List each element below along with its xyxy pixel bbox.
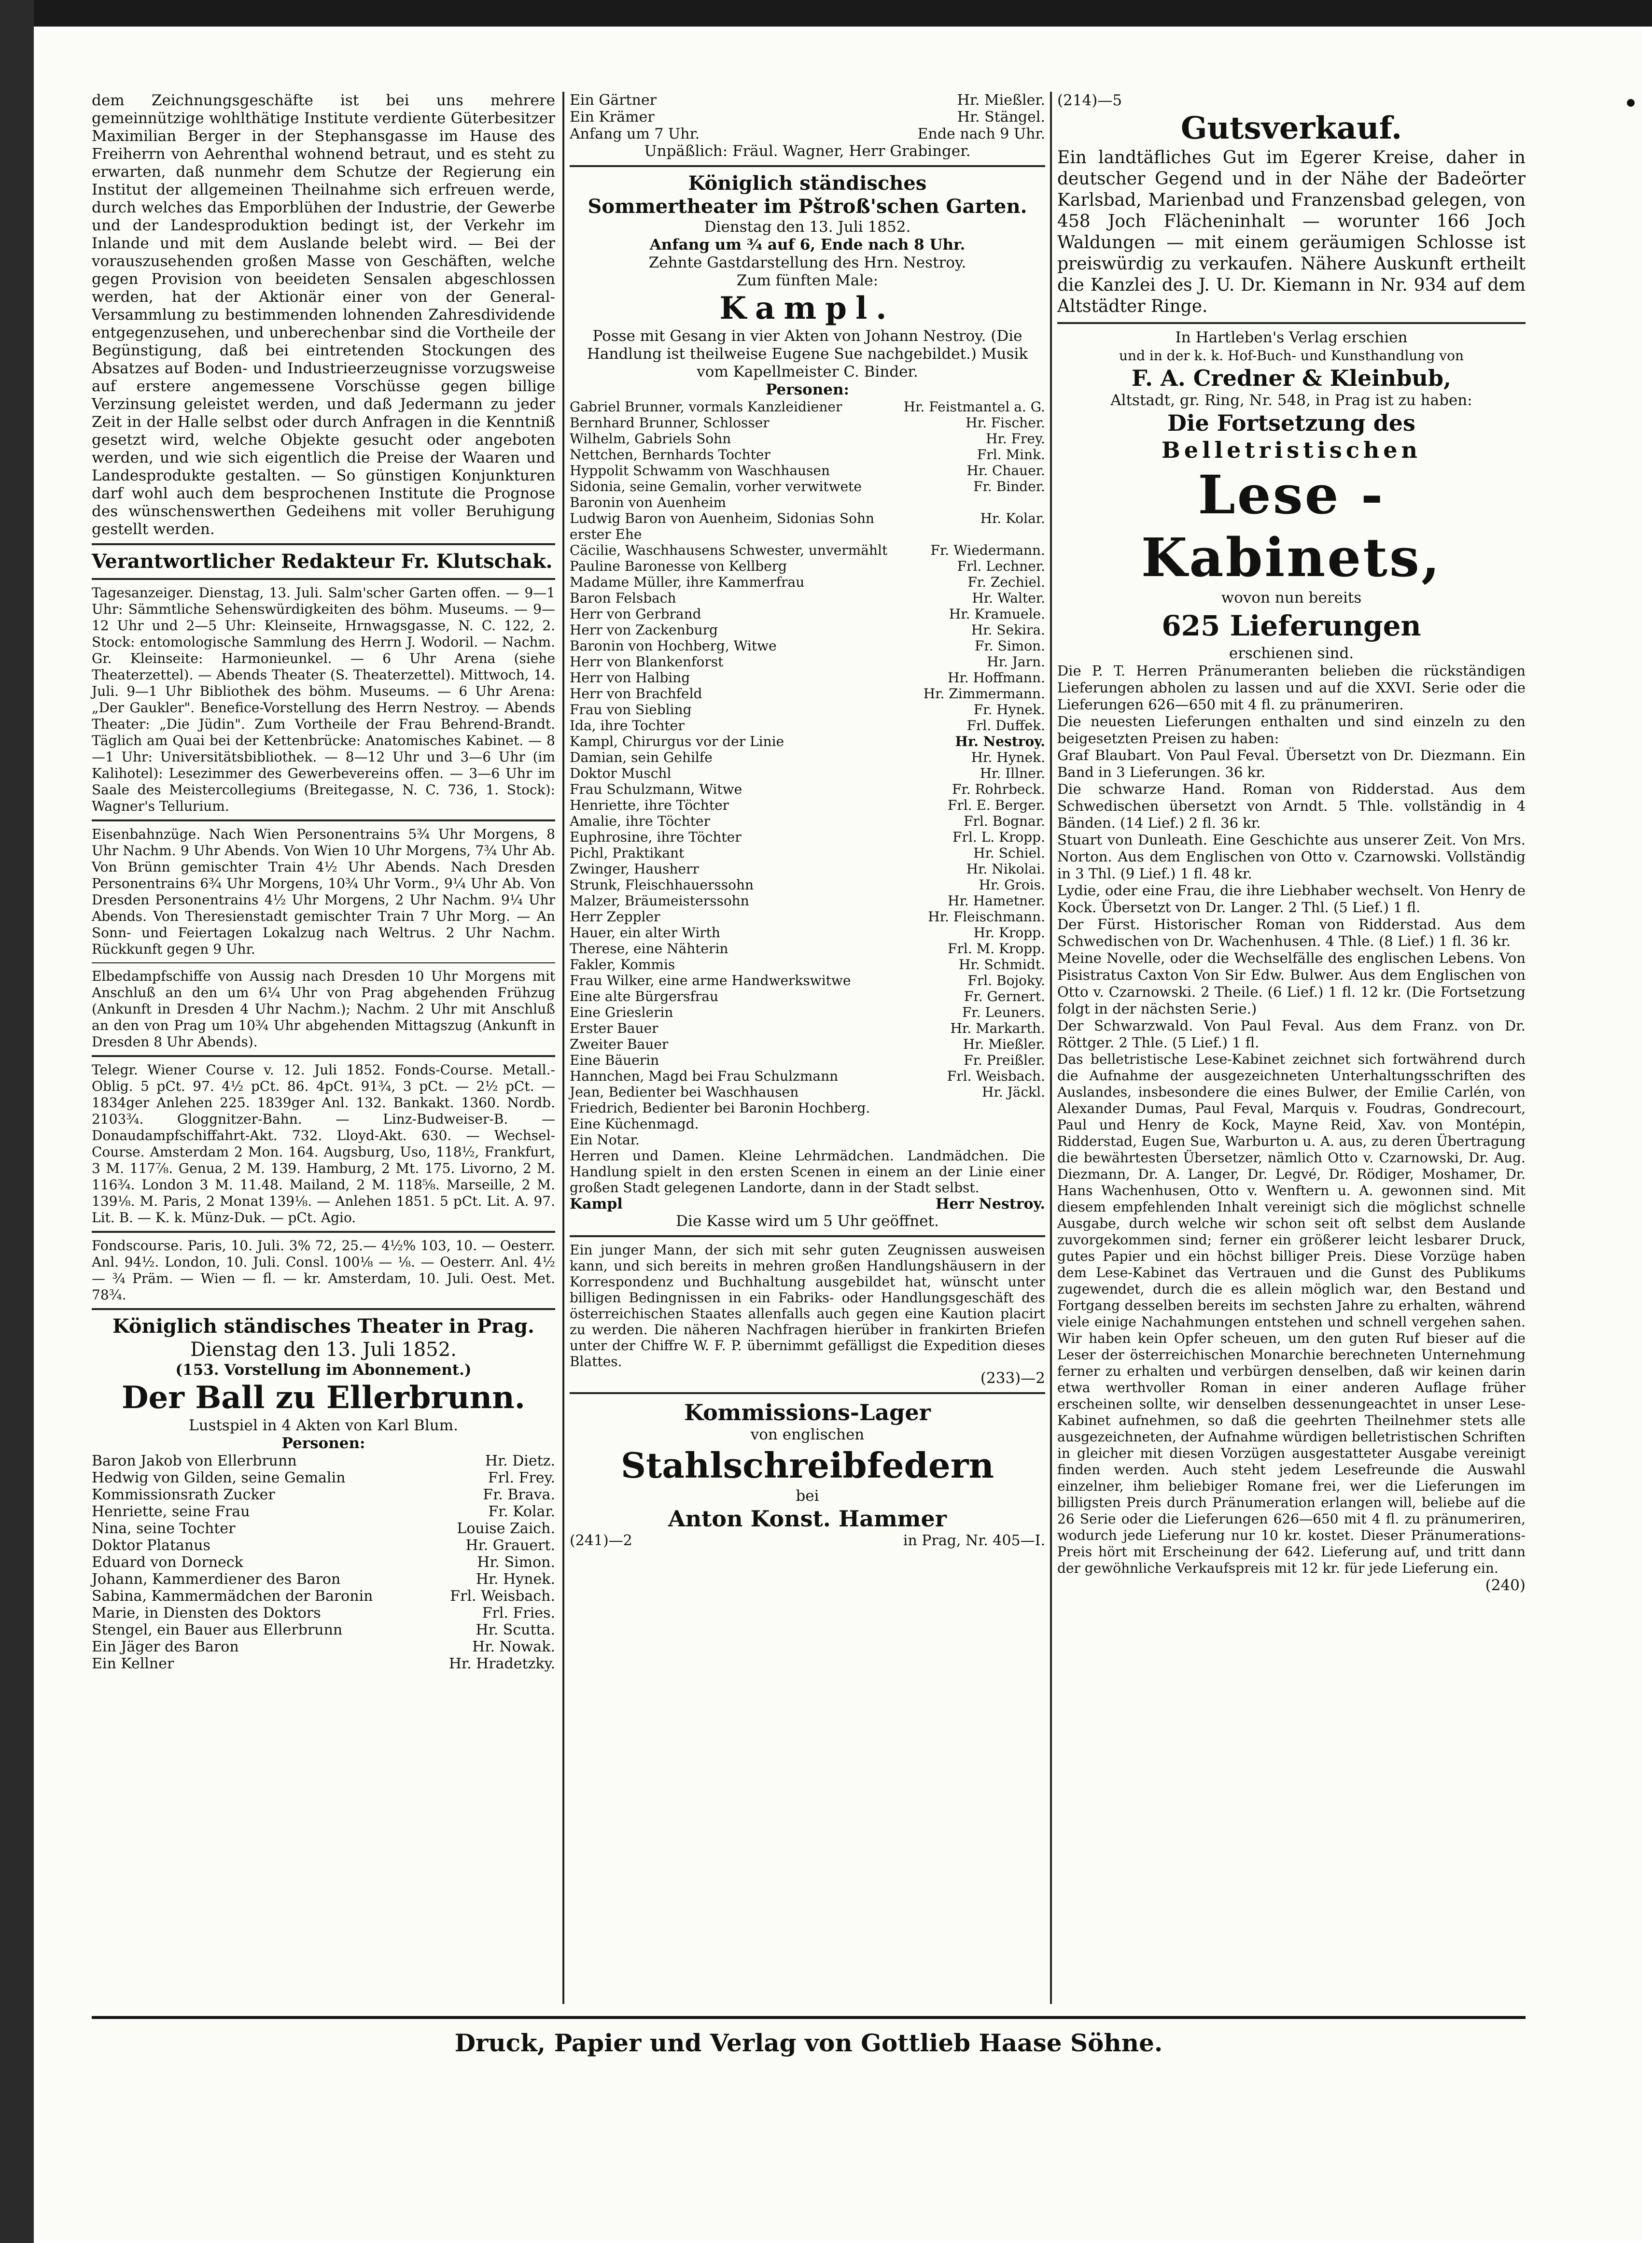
sommer-date: Dienstag den 13. Juli 1852.: [704, 218, 911, 236]
cast-row: Wilhelm, Gabriels Sohn Hr. Frey.: [570, 431, 1045, 447]
wiener-course: Telegr. Wiener Course v. 12. Juli 1852. Fonds-Course. Metall.-Oblig. 5 pCt. 97. 4½ pCt. 86. 4pCt. 91¾, 3 pCt. — 2½ pCt. — 1834ger Anlehen 225. 1839ger Anl. 132. Bankakt. 1360. Nordb. 2103¾. Gloggnitzer-Bahn. — Linz-Budweiser-B. — Donaudampfschiffahrt-Akt. 732. Lloyd-Akt. 630. — Wechsel-Course. Amsterdam 2 Mon. 164. Augsburg, Uso, 118½, Frankfurt, 3 M. 117⅞. Genua, 2 M. 139. Hamburg, 2 Mt. 175. Livorno, 2 M. 116¾. London 3 M. 11.48. Mailand, 2 M. 118⅝. Marseille, 2 M. 139⅛. M. Paris, 2 Monat 139⅛. — Anlehen 1851. 5 pCt. Lit. A. 97. Lit. B. — K. k. Münz-Duk. — pCt. Agio.: [92, 1062, 555, 1226]
ink-dot-icon: [1627, 99, 1635, 107]
cast-row: Kommissionsrath Zucker Fr. Brava.: [92, 1486, 555, 1503]
cast-row: Nina, seine Tochter Louise Zaich.: [92, 1520, 555, 1537]
scan-top-border: [0, 0, 1652, 27]
cast-row: Ein Gärtner Hr. Mießler.: [570, 92, 1045, 109]
lese-kabinet: Lese - Kabinets,: [1141, 464, 1442, 589]
cast-row: Friedrich, Bedienter bei Baronin Hochberg.: [570, 1100, 870, 1116]
book-item: Meine Novelle, oder die Wechselfälle des englischen Lebens. Von Pisistratus Caxton Von Sir Edw. Bulwer. Aus dem Englischen von Otto v. Czarnowski. 2 Theile. (6 Lief.) 1 fl. 12 kr. (Die Fortsetzung folgt in der nächsten Serie.): [1057, 950, 1526, 1017]
cast-row: Bernhard Brunner, Schlosser Hr. Fischer.: [570, 415, 1045, 431]
scan-left-border: [0, 0, 34, 2243]
cast-row: Eduard von Dorneck Hr. Simon.: [92, 1554, 555, 1571]
cast-row: Anfang um 7 Uhr. Ende nach 9 Uhr.: [570, 126, 1045, 142]
verlag-line1: In Hartleben's Verlag erschien: [1175, 329, 1408, 346]
cast-row: Frau Wilker, eine arme Handwerkswitwe Frl. Bojoky.: [570, 973, 1045, 988]
sommer-extras: Herren und Damen. Kleine Lehrmädchen. Landmädchen. Die Handlung spielt in den ersten Scenen in einem an der Linie einer großen Stadt gelegenen Landorte, dann in der Stadt selbst.: [570, 1148, 1045, 1196]
intro-article: dem Zeichnungsgeschäfte ist bei uns mehrere gemeinnützige wohlthätige Institute verdiente Güterbesitzer Maximilian Berger in der Stephansgasse im Hause des Freiherrn von Aehrenthal wohnend betraut, und es steht zu erwarten, daß nunmehr dem Schutze der Regierung ein Institut der allgemeinen Theilnahme sich erfreuen werde, durch welches das Emporblühen der Industrie, der Gewerbe und der Landesproduktion bedingt ist, der Verkehr im Inlande und mit dem Auslande belebt wird. — Bei der vorauszusehenden großen Masse von Geschäften, welche gegen Provision von beeideten Sensalen abgeschlossen werden, hat der Aktionär einer von der General-Versammlung zu bestimmenden lohnenden Zahresdividende entgegenzusehen, und unberechenbar sind die Vortheile der Begünstigung, daß bei eintretenden Stockungen des Absatzes auf Boden- und Industrieerzeugnisse vorzugsweise auf erstere angemessene Vorschüsse gegen billige Verzinsung geleistet werden, und daß Jedermann zu jeder Zeit in der Halle selbst oder durch Anfragen in die Kenntniß gesetzt wird, welche Objekte gesucht oder angeboten werden, und wie sich eigentlich die Preise der Waaren und Landesprodukte gestalten. — So günstigen Konjunkturen darf wohl auch dem besprochenen Institute die Prognose des wünschenswerthen Gedeihens mit voller Beruhigung gestellt werden.: [92, 92, 555, 538]
editor-line: Verantwortlicher Redakteur Fr. Klutschak.: [92, 550, 553, 573]
guts-text: Ein landtäfliches Gut im Egerer Kreise, daher in deutscher Gegend und in der Nähe der Badeörter Karlsbad, Marienbad und Franzensbad gelegen, von 458 Joch Flächeninhalt — worunter 166 Joch Waldungen — mit einem geräumigen Schlosse ist preiswürdig zu verkaufen. Nähere Auskunft ertheilt die Kanzlei des J. U. Dr. Kiemann in Nr. 934 auf dem Altstädter Ringe.: [1057, 148, 1526, 316]
cast-row: Euphrosine, ihre Töchter Frl. L. Kropp.: [570, 829, 1045, 845]
sommer-mal: Zum fünften Male:: [736, 272, 879, 289]
cast-row: Ein Krämer Hr. Stängel.: [570, 109, 1045, 126]
lieferungen-count: 625 Lieferungen: [1162, 609, 1421, 642]
sommer-cast-table: [570, 399, 1045, 1148]
cast-row: Madame Müller, ihre Kammerfrau Fr. Zechiel.: [570, 574, 1045, 590]
book-item: Der Fürst. Historischer Roman von Ridderstad. Aus dem Schwedischen von Dr. Wachenhusen. 4 Thle. (8 Lief.) 1 fl. 36 kr.: [1057, 916, 1526, 949]
wovon: wovon nun bereits: [1221, 589, 1362, 607]
cast-row: Damian, sein Gehilfe Hr. Hynek.: [570, 749, 1045, 765]
cast-row: Pauline Baronesse von Kellberg Frl. Lechner.: [570, 558, 1045, 574]
fondscourse: Fondscourse. Paris, 10. Juli. 3% 72, 25.— 4½% 103, 10. — Oesterr. Anl. 94½. London, 10. Juli. Consl. 100⅛ — ⅛. — Oesterr. Anl. 4½ — ¾ Präm. — Wien — fl. — kr. Amsterdam, 10. Juli. Oest. Met. 78¾.: [92, 1238, 555, 1303]
guts-title: Gutsverkauf.: [1180, 110, 1402, 146]
column-right: [1057, 92, 1526, 1594]
cast-row: Jean, Bedienter bei Waschhausen Hr. Jäckl.: [570, 1084, 1045, 1100]
cast-row: Malzer, Bräumeisterssohn Hr. Hametner.: [570, 893, 1045, 909]
cast-row: Eine Bäuerin Fr. Preißler.: [570, 1052, 1045, 1068]
firm-address: Altstadt, gr. Ring, Nr. 548, in Prag ist zu haben:: [1110, 392, 1472, 409]
cast-row: Marie, in Diensten des Doktors Frl. Fries.: [92, 1605, 555, 1622]
cast-row: Baron Felsbach Hr. Walter.: [570, 590, 1045, 606]
theater-subtitle: Lustspiel in 4 Akten von Karl Blum.: [189, 1417, 458, 1434]
imprint-footer: Druck, Papier und Verlag von Gottlieb Haase Söhne.: [92, 2016, 1526, 2057]
cast-row: Ein Jäger des Baron Hr. Nowak.: [92, 1638, 555, 1655]
unpaesslich: Unpäßlich: Fräul. Wagner, Herr Grabinger.: [644, 142, 971, 160]
cast-row: Ludwig Baron von Auenheim, Sidonias Sohn erster Ehe Hr. Kolar.: [570, 510, 1045, 542]
cast-row: Erster Bauer Hr. Markarth.: [570, 1020, 1045, 1036]
cast-row: Sidonia, seine Gemalin, vorher verwitwete Baronin von Auenheim Fr. Binder.: [570, 479, 1045, 510]
book-item: Lydie, oder eine Frau, die ihre Liebhaber wechselt. Von Henry de Kock. Übersetzt von Dr. Langer. 2 Thl. (5 Lief.) 1 fl.: [1057, 882, 1526, 916]
theater-cast-table: [92, 1453, 555, 1672]
cast-row: Amalie, ihre Töchter Frl. Bognar.: [570, 813, 1045, 829]
kabinet-description: Das belletristische Lese-Kabinet zeichnet sich fortwährend durch die Aufnahme der ausgezeichneten Unterhaltungsschriften des Auslandes, insbesondere die eines Bulwer, der Emilie Carlén, von Alexander Dumas, Paul Feval, Marquis v. Foudras, Gondrecourt, Paul und Henry de Kock, Mayne Reid, Xav. von Montépin, Ridderstad, Eugen Sue, Warburton u. A. aus, zu deren Übertragung die bewährtesten Übersetzer, nämlich Otto v. Czarnowski, Dr. Aug. Diezmann, Dr. A. Langer, Dr. Legvé, Dr. Rödiger, Moshamer, Dr. Hans Wachenhusen, Otto v. Wenftern u. A. gewonnen sind. Mit diesem empfehlenden Inhalt vereinigt sich die möglichst schnelle Ausgabe, durch welche wir schon seit oft selbst dem Auslande zuvorgekommen sind; ferner ein größerer leicht lesbarer Druck, gutes Papier und ein höchst billiger Preis. Diese Vorzüge haben dem Lese-Kabinet das Vertrauen und die Gunst des Publikums zugewendet, durch die es allein möglich war, den Bestand und Fortgang desselben bereits im sechsten Jahre zu erhalten, während viele einige Nachahmungen entstehen und schnell vergehen sahen. Wir haben kein Opfer scheuen, um den guten Ruf bieser auf die Leser der österreichischen Monarchie berechneten Unternehmung ferner zu erhalten und verbürgen denselben, daß wir keinen darin etwa werthvoller Roman in einer anderen Auflage früher erscheinen sollte, wir denselben dessenungeachtet in unser Lese-Kabinet aufnehmen, so daß die geehrten Theilnehmer stets alle ausgezeichneten, der Aufnahme würdigen belletristischen Schriften in gleicher mit diesen Vorzügen ausgestatteter Ausgabe vereinigt finden werden. Auch steht jedem Lesefreunde die Auswahl einzelner, ihm beliebiger Romane frei, wer die Lieferungen im billigsten Preis durch Pränumeration erlangen will, beliebe auf die 26 Serie oder die Lieferungen 626—650 mit 4 fl. zu pränumeriren, wodurch jede Lieferung nur 10 kr. kostet. Dieser Pränumerations-Preis hört mit Erscheinung der 642. Lieferung auf, und tritt dann der gewöhnliche Verkaufspreis mit 12 kr. für jede Lieferung ein.: [1057, 1051, 1526, 1576]
kommission-footer: (241)—2 in Prag, Nr. 405—I.: [570, 1532, 1045, 1549]
cast-row: Doktor Platanus Hr. Grauert.: [92, 1537, 555, 1554]
belletristischen: Belletristischen: [1161, 437, 1421, 463]
cast-row: Pichl, Praktikant Hr. Schiel.: [570, 845, 1045, 861]
cast-row: Herr von Brachfeld Hr. Zimmermann.: [570, 686, 1045, 702]
job-ad: Ein junger Mann, der sich mit sehr guten Zeugnissen ausweisen kann, und sich bereits in mehren großen Handlungshäusern in der Korrespondenz und Buchhaltung ausgebildet hat, wünscht unter billigen Bedingnissen in ein Fabriks- oder Handlungsgeschäft des österreichischen Staates allenfalls auch gegen eine Kaution placirt zu werden. Die näheren Nachfragen hierüber in frankirten Briefen unter der Chiffre W. F. P. übernimmt gefälligst die Expedition dieses Blattes.: [570, 1242, 1045, 1369]
book-item: Die schwarze Hand. Roman von Ridderstad. Aus dem Schwedischen übersetzt von Arndt. 5 Thle. vollständig in 4 Bänden. (14 Lief.) 2 fl. 36 kr.: [1057, 781, 1526, 831]
cast-row: Nettchen, Bernhards Tochter Frl. Mink.: [570, 447, 1045, 463]
cast-row: Cäcilie, Waschhausens Schwester, unvermählt Fr. Wiedermann.: [570, 542, 1045, 558]
cast-row: Ein Notar.: [570, 1132, 640, 1148]
column-rule-1: [562, 92, 564, 2004]
tagesanzeiger: Tagesanzeiger. Dienstag, 13. Juli. Salm'scher Garten offen. — 9—1 Uhr: Sämmtliche Sehenswürdigkeiten des böhm. Museums. — 9—12 Uhr und 2—5 Uhr: Kleinseite, Hrnwagsgasse, N. C. 122, 2. Stock: entomologische Sammlung des Herrn J. Wodoril. — Nachm. Gr. Kleinseite: Harmonieunkel. — 6 Uhr Arena (siehe Theaterzettel). — Abends Theater (S. Theaterzettel). Mittwoch, 14. Juli. 9—1 Uhr Bibliothek des böhm. Museums. — 6 Uhr Arena: „Der Gaukler". Benefice-Vorstellung des Herrn Nestroy. — Abends Theater: „Die Jüdin". Zum Vortheile der Frau Behrend-Brandt. Täglich am Quai bei der Kettenbrücke: Anatomisches Kabinet. — 8—1 Uhr: Universitätsbibliothek. — 8—12 Uhr und 3—6 Uhr (im Kalihotel): Lesezimmer des Gewerbevereins offen. — 3—6 Uhr im Saale des Meistercollegiums (Breitegasse, N. C. 736, 1. Stock): Wagner's Tellurium.: [92, 585, 555, 814]
top-cast-table: [570, 92, 1045, 142]
sommer-title2: Sommertheater im Pštroß'schen Garten.: [588, 195, 1027, 218]
sommer-title1: Königlich ständisches: [688, 172, 927, 195]
neueste-text: Die neuesten Lieferungen enthalten und sind einzeln zu den beigesetzten Preisen zu haben:: [1057, 713, 1526, 747]
cast-row: Stengel, ein Bauer aus Ellerbrunn Hr. Scutta.: [92, 1622, 555, 1638]
kommission-sub: von englischen: [750, 1426, 865, 1443]
cast-row: Strunk, Fleischhauerssohn Hr. Grois.: [570, 877, 1045, 893]
column-left: [92, 92, 555, 1672]
cast-row: Zweiter Bauer Hr. Mießler.: [570, 1036, 1045, 1052]
guts-number: (214)—5: [1057, 92, 1122, 109]
cast-row: Henriette, seine Frau Fr. Kolar.: [92, 1503, 555, 1520]
cast-row: Ein Kellner Hr. Hradetzky.: [92, 1655, 555, 1672]
theater-title: Königlich ständisches Theater in Prag.: [112, 1315, 534, 1338]
kabinet-number: (240): [1485, 1577, 1526, 1594]
cast-row: Hannchen, Magd bei Frau Schulzmann Frl. Weisbach.: [570, 1068, 1045, 1084]
sommer-gast: Zehnte Gastdarstellung des Hrn. Nestroy.: [648, 254, 966, 271]
cast-row: Herr von Blankenforst Hr. Jarn.: [570, 654, 1045, 670]
book-item: Stuart von Dunleath. Eine Geschichte aus unserer Zeit. Von Mrs. Norton. Aus dem Englischen von Otto v. Czarnowski. Vollständig in 3 Thl. (9 Lief.) 1 fl. 48 kr.: [1057, 832, 1526, 882]
column-middle: [570, 92, 1045, 1549]
cast-row: Frau Schulzmann, Witwe Fr. Rohrbeck.: [570, 781, 1045, 797]
cast-row: Eine alte Bürgersfrau Fr. Gernert.: [570, 988, 1045, 1004]
sommer-kasse: Die Kasse wird um 5 Uhr geöffnet.: [676, 1213, 939, 1230]
cast-row: Frau von Siebling Fr. Hynek.: [570, 702, 1045, 718]
cast-row: Johann, Kammerdiener des Baron Hr. Hynek.: [92, 1571, 555, 1588]
cast-row: Eine Küchenmagd.: [570, 1116, 699, 1132]
cast-row: Herr Zeppler Hr. Fleischmann.: [570, 909, 1045, 925]
elbedampfschiffe: Elbedampfschiffe von Aussig nach Dresden 10 Uhr Morgens mit Anschluß an den um 6¼ Uhr von Prag abgehenden Frühzug (Ankunft in Dresden 4 Uhr Nachm.); Nachm. 2 Uhr mit Anschluß an den von Prag um 10¾ Uhr abgehenden Mittagszug (Ankunft in Dresden 8 Uhr Abends).: [92, 968, 555, 1050]
cast-row: Hauer, ein alter Wirth Hr. Kropp.: [570, 925, 1045, 941]
praenumeration-text: Die P. T. Herren Pränumeranten belieben die rückständigen Lieferungen abholen zu lassen und auf die XXVI. Serie oder die Lieferungen 626—650 mit 4 fl. zu pränumeriren.: [1057, 663, 1526, 713]
fortsetzung: Die Fortsetzung des: [1167, 410, 1415, 436]
cast-row: Herr von Zackenburg Hr. Sekira.: [570, 622, 1045, 638]
theater-vorstellung: (153. Vorstellung im Abonnement.): [175, 1361, 472, 1379]
kommission-main: Stahlschreibfedern: [621, 1445, 994, 1486]
cast-row: Baron Jakob von Ellerbrunn Hr. Dietz.: [92, 1453, 555, 1469]
cast-row: Hedwig von Gilden, seine Gemalin Frl. Frey.: [92, 1469, 555, 1486]
sommer-anfang: Anfang um ¾ auf 6, Ende nach 8 Uhr.: [649, 236, 966, 254]
book-item: Der Schwarzwald. Von Paul Feval. Aus dem Franz. von Dr. Röttger. 2 Thle. (5 Lief.) 1 fl.: [1057, 1017, 1526, 1051]
cast-row: Doktor Muschl Hr. Illner.: [570, 765, 1045, 781]
firm-name: F. A. Credner & Kleinbub,: [1132, 365, 1451, 391]
kampl-line: Kampl Herr Nestroy.: [570, 1196, 1045, 1213]
column-rule-2: [1050, 92, 1052, 2004]
theater-date: Dienstag den 13. Juli 1852.: [190, 1339, 457, 1361]
cast-row: Eine Grieslerin Fr. Leuners.: [570, 1004, 1045, 1020]
theater-play: Der Ball zu Ellerbrunn.: [121, 1380, 526, 1416]
eisenbahnzuege: Eisenbahnzüge. Nach Wien Personentrains 5¾ Uhr Morgens, 8 Uhr Nachm. 9 Uhr Abends. Von Wien 10 Uhr Morgens, 7¾ Uhr Ab. Von Brünn gemischter Train 4½ Uhr Abends. Nach Dresden Personentrains 6¾ Uhr Morgens, 10¾ Uhr Vorm., 9¼ Uhr Ab. Von Dresden Personentrains 4½ Uhr Morgens, 2 Uhr Nachm. 9¼ Uhr Abends. Von Theresienstadt gemischter Train 7 Uhr Morg. — An Sonn- und Feiertagen Lokalzug nach Weltrus. 2 Uhr Nachm. Rückkunft gegen 9 Uhr.: [92, 826, 555, 957]
cast-row: Henriette, ihre Töchter Frl. E. Berger.: [570, 797, 1045, 813]
theater-personen: Personen:: [281, 1435, 365, 1452]
sommer-play: Kampl.: [719, 290, 896, 326]
book-item: Graf Blaubart. Von Paul Feval. Übersetzt von Dr. Diezmann. Ein Band in 3 Lieferungen. 36 kr.: [1057, 747, 1526, 780]
cast-row: Fakler, Kommis Hr. Schmidt.: [570, 957, 1045, 973]
erschienen: erschienen sind.: [1229, 645, 1354, 662]
cast-row: Herr von Halbing Hr. Hoffmann.: [570, 670, 1045, 686]
cast-row: Zwinger, Hausherr Hr. Nikolai.: [570, 861, 1045, 877]
kommission-title: Kommissions-Lager: [684, 1399, 931, 1425]
cast-row: Gabriel Brunner, vormals Kanzleidiener Hr. Feistmantel a. G.: [570, 399, 1045, 415]
job-ad-number: (233)—2: [980, 1369, 1045, 1387]
cast-row: Kampl, Chirurgus vor der Linie Hr. Nestroy.: [570, 734, 1045, 749]
cast-row: Herr von Gerbrand Hr. Kramuele.: [570, 606, 1045, 622]
cast-row: Hyppolit Schwamm von Waschhausen Hr. Chauer.: [570, 463, 1045, 479]
sommer-desc: Posse mit Gesang in vier Akten von Johann Nestroy. (Die Handlung ist theilweise Eugene Sue nachgebildet.) Musik vom Kapellmeister C. Binder.: [587, 327, 1028, 381]
kommission-bei: bei: [796, 1487, 819, 1505]
cast-row: Ida, ihre Tochter Frl. Duffek.: [570, 718, 1045, 734]
cast-row: Therese, eine Nähterin Frl. M. Kropp.: [570, 941, 1045, 957]
kommission-name: Anton Konst. Hammer: [668, 1506, 947, 1532]
sommer-personen: Personen:: [766, 381, 849, 398]
verlag-line2: und in der k. k. Hof-Buch- und Kunsthandlung von: [1119, 348, 1464, 364]
cast-row: Sabina, Kammermädchen der Baronin Frl. Weisbach.: [92, 1588, 555, 1605]
cast-row: Baronin von Hochberg, Witwe Fr. Simon.: [570, 638, 1045, 654]
